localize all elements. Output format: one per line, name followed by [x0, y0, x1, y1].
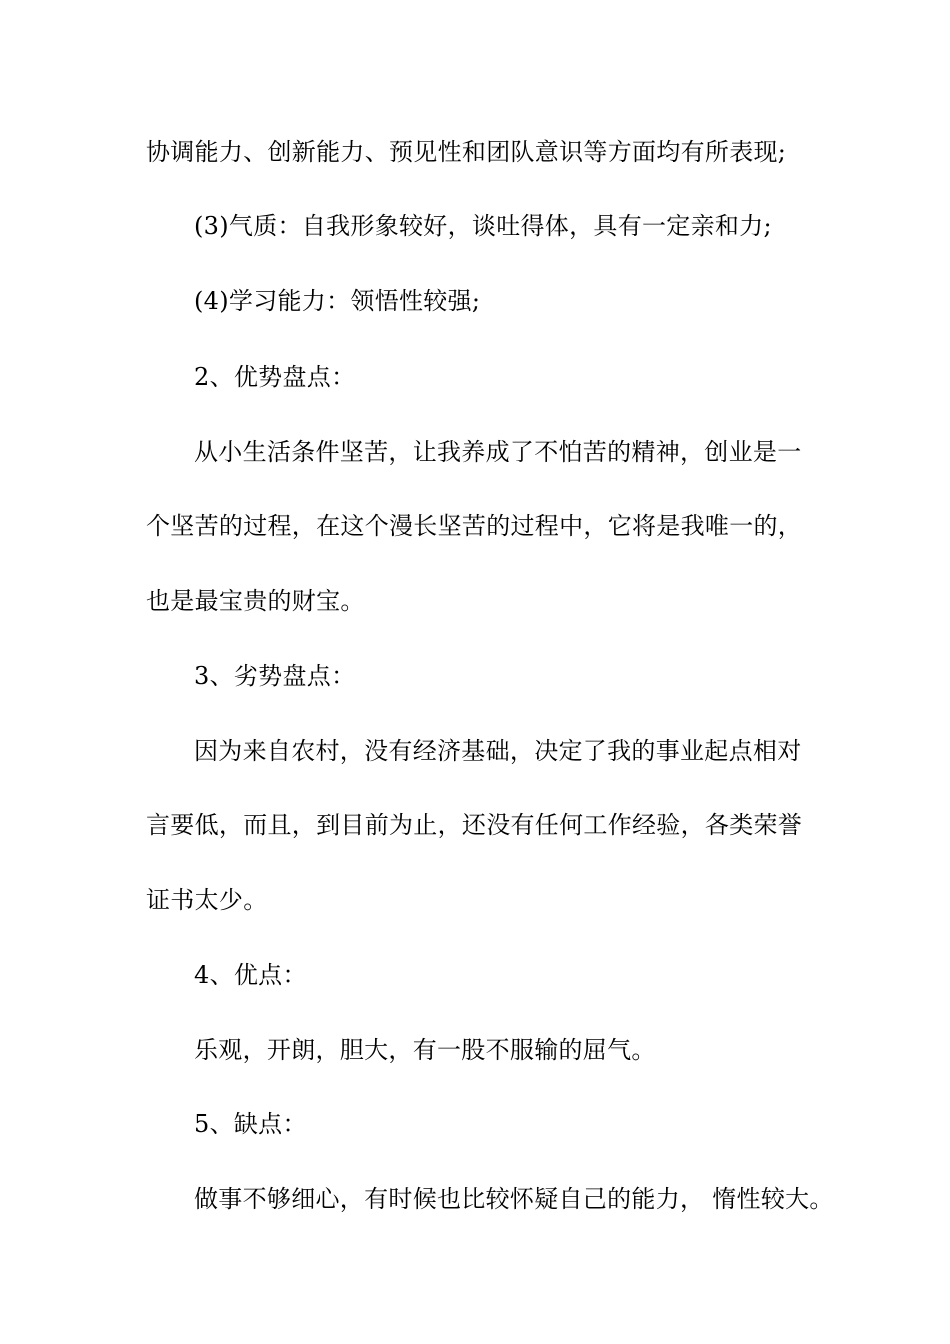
- paragraph-line: 也是最宝贵的财宝。: [146, 587, 365, 615]
- paragraph-line: 做事不够细心，有时候也比较怀疑自己的能力， 惰性较大。: [194, 1185, 834, 1213]
- paragraph-line: 证书太少。: [146, 886, 268, 914]
- paragraph-line: 言要低，而且，到目前为止，还没有任何工作经验，各类荣誉: [146, 811, 803, 839]
- section-heading: 3、劣势盘点：: [194, 662, 356, 690]
- section-heading: 5、缺点：: [194, 1110, 307, 1138]
- paragraph-line: (4)学习能力：领悟性较强;: [194, 287, 481, 315]
- section-heading: 4、优点：: [194, 961, 307, 989]
- paragraph-line: 个坚苦的过程，在这个漫长坚苦的过程中，它将是我唯一的，: [146, 512, 803, 540]
- paragraph-line: 乐观，开朗，胆大，有一股不服输的屈气。: [194, 1036, 656, 1064]
- paragraph-line: 从小生活条件坚苦，让我养成了不怕苦的精神，创业是一: [194, 438, 802, 466]
- paragraph-line: (3)气质：自我形象较好，谈吐得体，具有一定亲和力;: [194, 212, 772, 240]
- paragraph-line: 因为来自农村，没有经济基础，决定了我的事业起点相对: [194, 737, 802, 765]
- paragraph-line: 协调能力、创新能力、预见性和团队意识等方面均有所表现;: [146, 138, 787, 166]
- section-heading: 2、优势盘点：: [194, 363, 356, 391]
